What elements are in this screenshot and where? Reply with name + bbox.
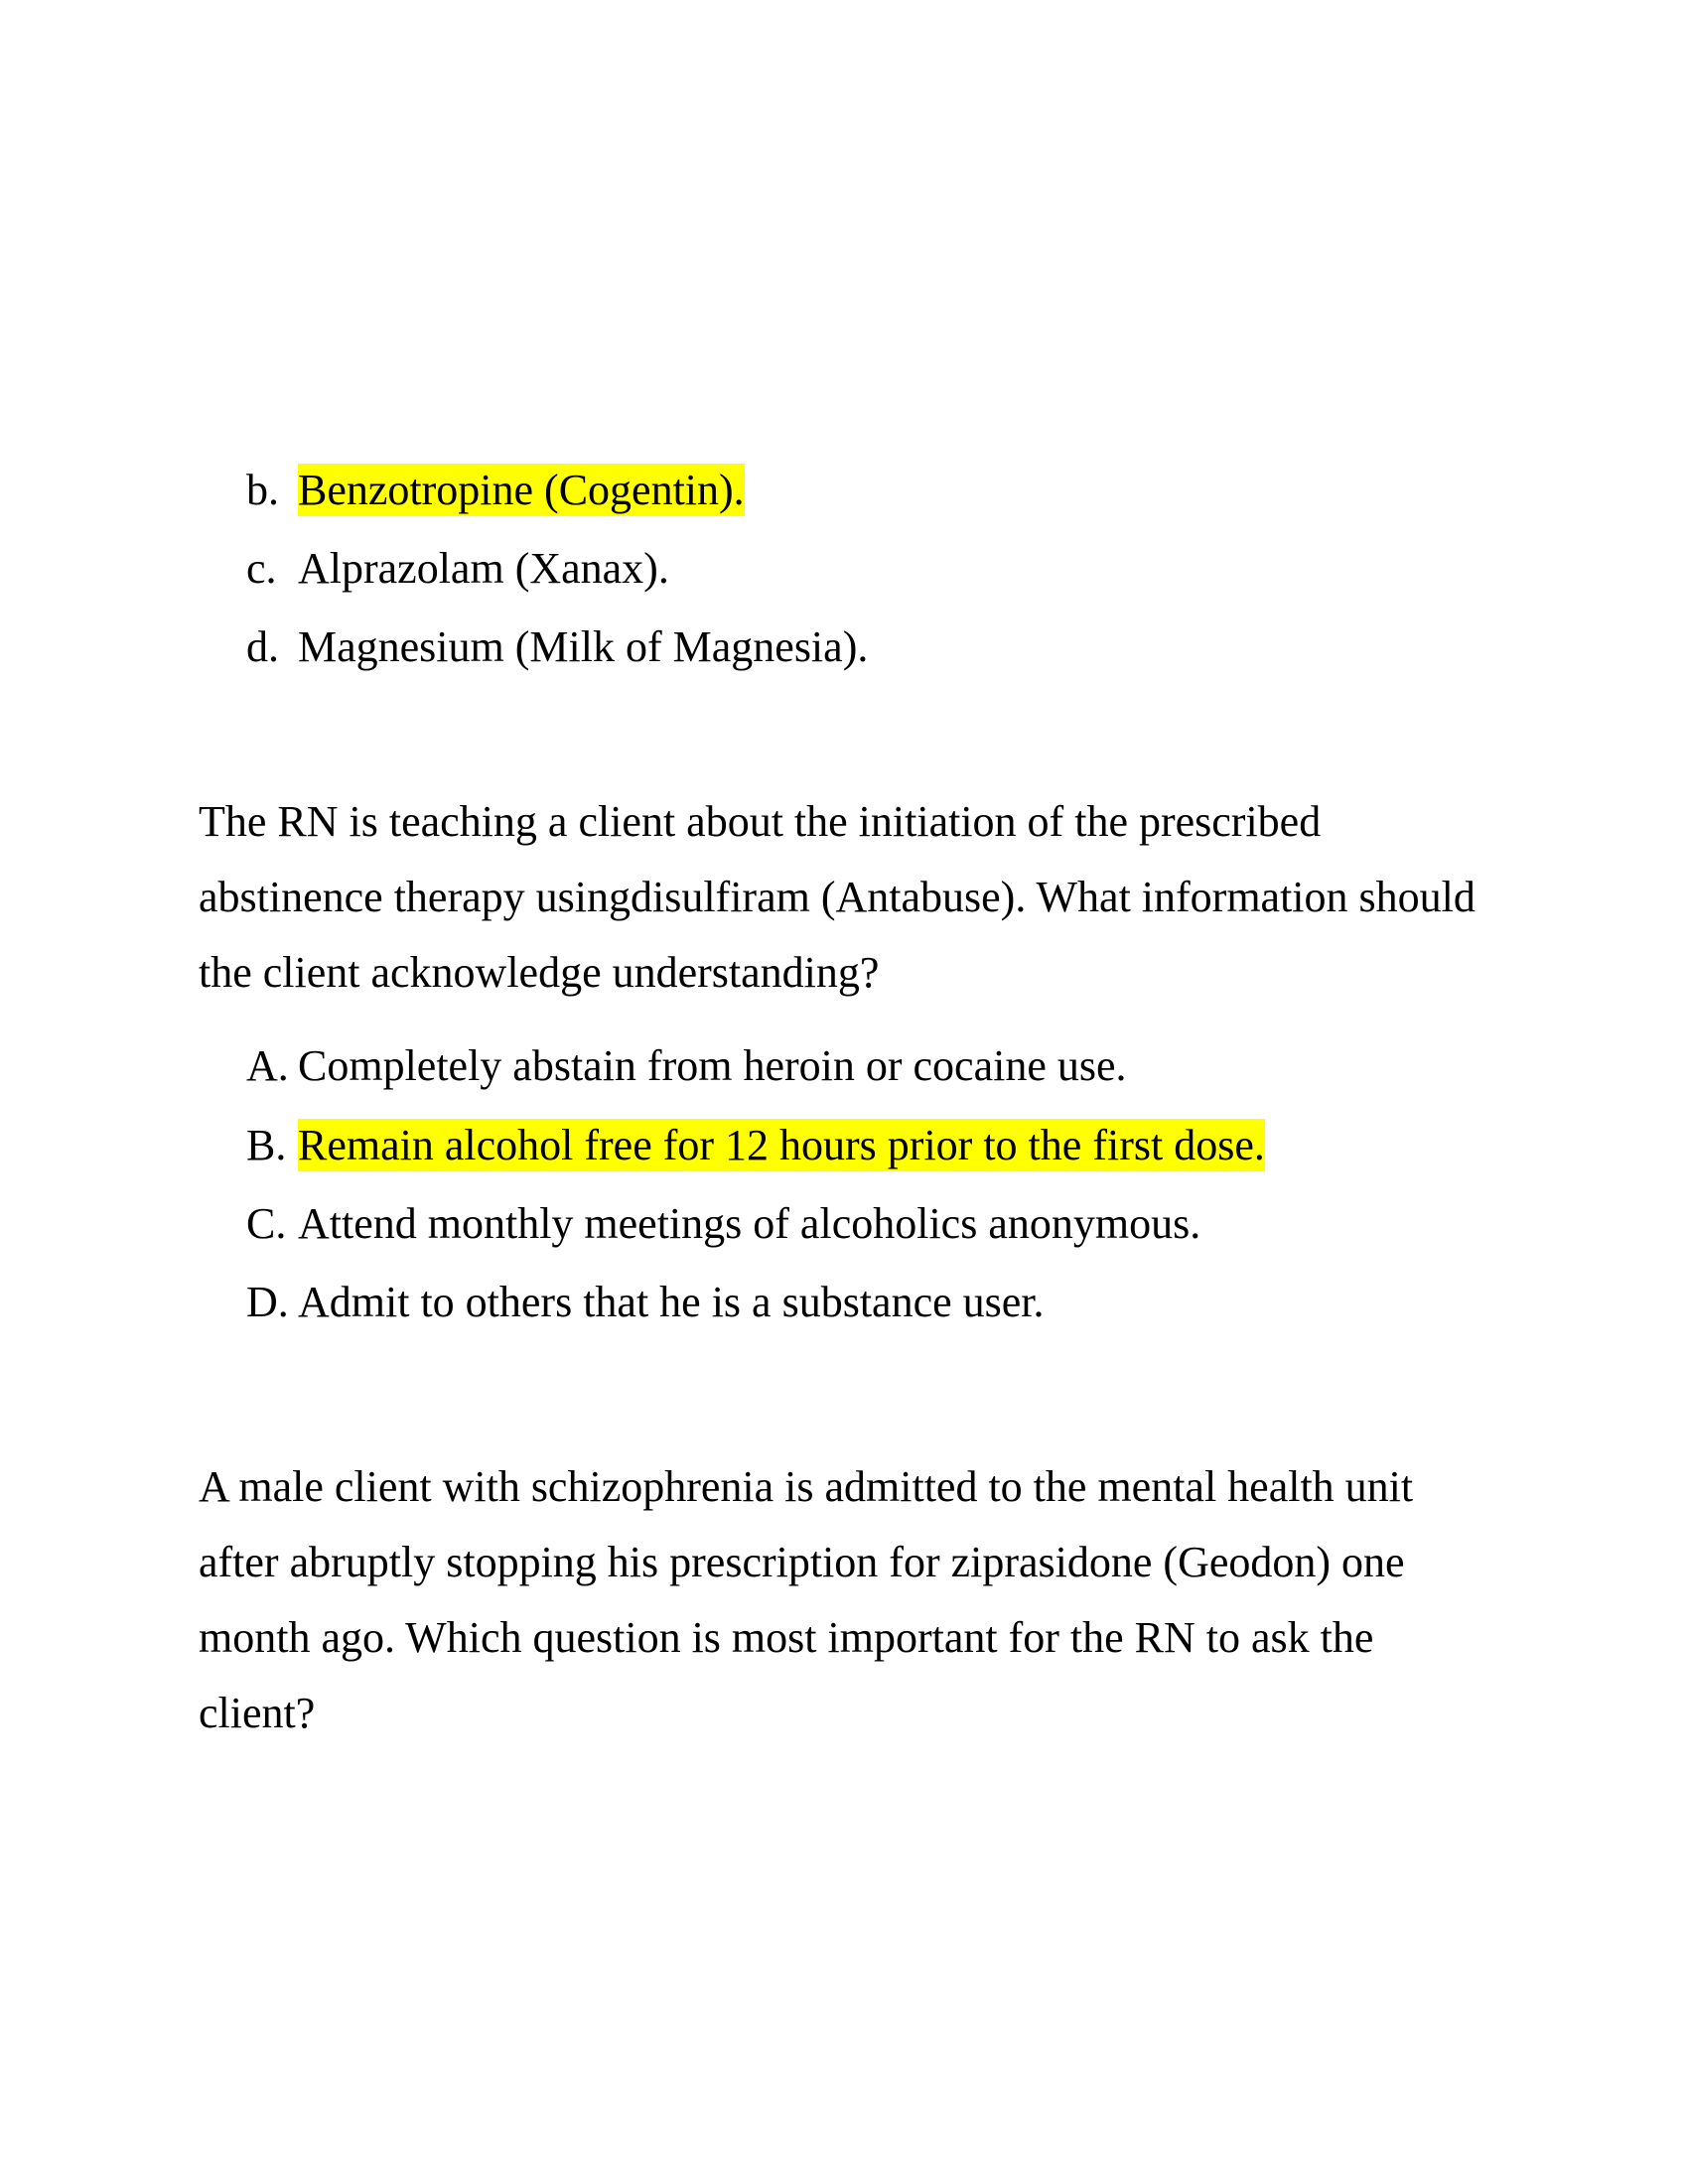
option-letter: d.: [246, 622, 279, 671]
option-text: Magnesium (Milk of Magnesia).: [298, 622, 869, 671]
option-text-highlighted: Benzotropine (Cogentin).: [298, 466, 745, 514]
option-text: Attend monthly meetings of alcoholics anonymous.: [298, 1199, 1201, 1248]
question-3-stem: A male client with schizophrenia is admitted to the mental health unit after abruptly stopping his prescription for ziprasidone (Geodon) one month ago. Which question is most important for the RN to ask the client?: [199, 1462, 1414, 1737]
option-letter: A.: [246, 1041, 289, 1090]
option-text-highlighted: Remain alcohol free for 12 hours prior to the first dose.: [298, 1121, 1265, 1169]
option-letter: c.: [246, 544, 277, 593]
option-letter: D.: [246, 1278, 289, 1326]
option-letter: B.: [246, 1121, 287, 1169]
option-text: Admit to others that he is a substance user.: [298, 1278, 1045, 1326]
question-2-stem: The RN is teaching a client about the initiation of the prescribed abstinence therapy usingdisulfiram (Antabuse). What information should the client acknowledge understanding?: [199, 797, 1476, 997]
option-text: Completely abstain from heroin or cocaine use.: [298, 1041, 1127, 1090]
option-letter: C.: [246, 1199, 287, 1248]
option-letter: b.: [246, 466, 279, 514]
option-text: Alprazolam (Xanax).: [298, 544, 669, 593]
